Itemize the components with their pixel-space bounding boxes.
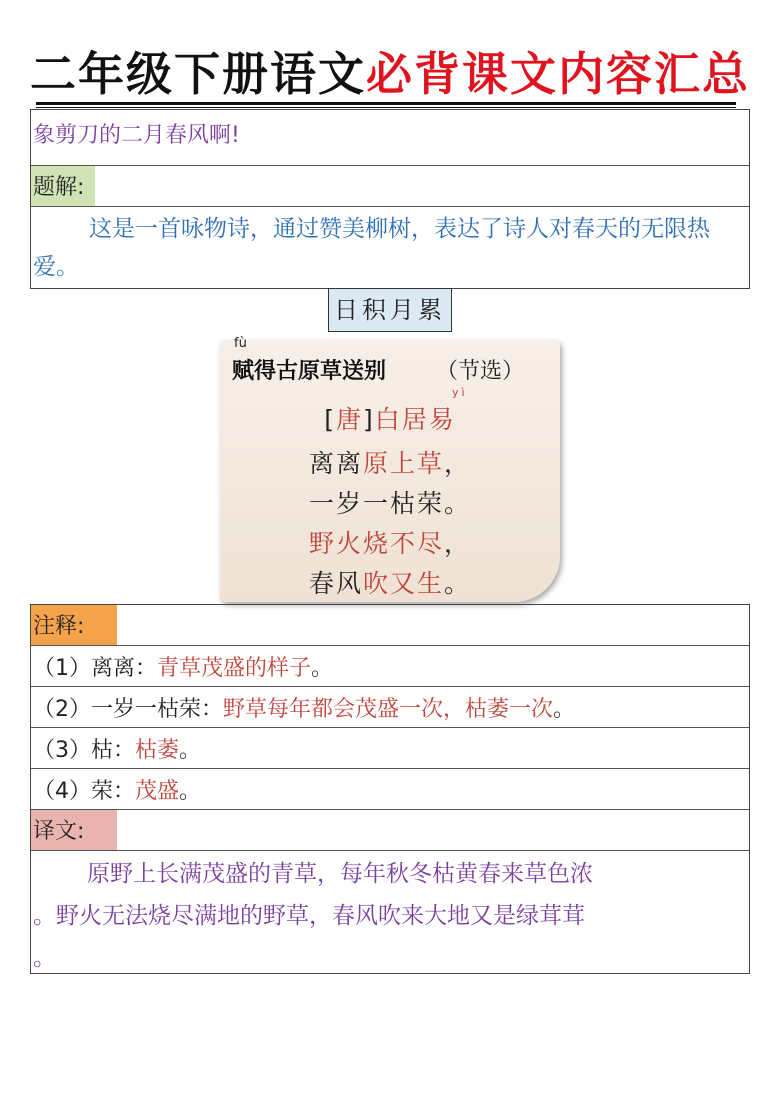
topic-line: 象剪刀的二月春风啊! (33, 123, 240, 148)
intro-text-content: 这是一首咏物诗，通过赞美柳树，表达了诗人对春天的无限热爱。 (33, 216, 710, 280)
title-part-black: 二年级下册语文 (30, 47, 366, 101)
poem-line-part: 原上草 (362, 449, 444, 478)
translation-label (31, 810, 117, 850)
poem-line-part: 春风 (308, 569, 363, 598)
translation-line-2 (33, 897, 585, 930)
intro-table (30, 109, 750, 289)
note-item-1 (33, 651, 333, 682)
divider (31, 686, 749, 687)
note-item-3 (33, 733, 201, 764)
divider (31, 850, 749, 851)
note-item-2 (33, 692, 575, 723)
title-underline (36, 102, 736, 105)
poem-line-part: 离离 (308, 449, 363, 478)
poem-author-line (220, 400, 560, 436)
note-def: 茂盛 (135, 779, 180, 804)
poem-line-3 (220, 524, 560, 560)
poem-line-part: ， (444, 449, 472, 478)
note-item-4 (33, 774, 201, 805)
note-term: （1）离离： (33, 656, 157, 681)
translation-text: 。野火无法烧尽满地的野草，春风吹来大地又是绿茸茸 (33, 903, 585, 929)
poem-card (220, 336, 560, 602)
poem-subtitle: （节选） (436, 359, 525, 384)
notes-label (31, 605, 117, 645)
poem-line-2 (220, 484, 560, 520)
title-pinyin: fù (234, 336, 247, 351)
note-term: （3）枯： (33, 738, 135, 763)
intro-text (33, 210, 743, 286)
translation-text: 原野上长满茂盛的青草，每年秋冬枯黄春来草色浓 (87, 861, 593, 887)
page-title (30, 38, 750, 101)
poem-line-part: 野火烧不尽 (308, 529, 444, 558)
translation-label-text: 译文: (33, 819, 85, 844)
divider (31, 809, 749, 810)
note-end: 。 (179, 779, 202, 804)
bracket-close: ] (363, 405, 375, 434)
intro-label (31, 166, 95, 206)
note-def: 枯萎 (135, 738, 180, 763)
poem-line-part: 。 (444, 569, 472, 598)
poem-line-4 (220, 564, 560, 600)
poem-author: 白居易 (374, 405, 456, 434)
note-end: 。 (179, 738, 202, 763)
translation-text: 。 (33, 945, 56, 971)
note-def: 野草每年都会茂盛一次，枯萎一次 (223, 697, 554, 722)
note-term: （4）荣： (33, 779, 135, 804)
divider (31, 206, 749, 207)
divider (31, 727, 749, 728)
poem-title: 赋得古原草送别 (232, 359, 387, 384)
poem-line-part: 吹又生 (362, 569, 444, 598)
note-term: （2）一岁一枯荣： (33, 697, 223, 722)
section-title: 日积月累 (328, 288, 452, 332)
poem-line-part: ， (444, 529, 472, 558)
divider (31, 768, 749, 769)
note-end: 。 (553, 697, 576, 722)
translation-line-3 (33, 939, 56, 972)
title-part-red: 必背课文内容汇总 (366, 47, 750, 101)
poem-line-1 (220, 444, 560, 480)
translation-line-1 (87, 855, 593, 888)
note-end: 。 (311, 656, 334, 681)
title-underline-thin (36, 107, 736, 108)
poem-dynasty: 唐 (335, 405, 363, 434)
divider (31, 645, 749, 646)
notes-label-text: 注释: (33, 614, 85, 639)
notes-table (30, 604, 750, 974)
author-pinyin: yì (452, 386, 468, 399)
poem-line-part: 一岁一枯荣。 (308, 489, 471, 518)
note-def: 青草茂盛的样子 (157, 656, 312, 681)
bracket-open: [ (324, 405, 336, 434)
intro-label-text: 题解: (33, 175, 85, 200)
divider (31, 165, 749, 166)
